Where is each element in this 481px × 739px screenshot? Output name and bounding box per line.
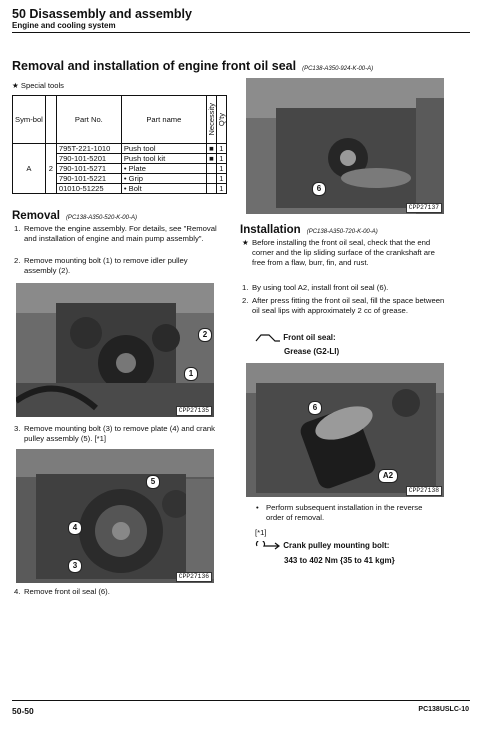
step-number: 2.: [242, 296, 249, 305]
step-text: After press fitting the front oil seal, fill the space between oil seal lips with approximately 2 cc of grease.: [252, 296, 445, 315]
grease-value: Grease (G2-LI): [284, 347, 340, 356]
subsequent-step: [256, 503, 442, 523]
col-part-name: Part name: [121, 96, 206, 144]
chapter-subtitle: Engine and cooling system: [12, 21, 116, 30]
col-qty: [216, 96, 226, 144]
figure-idler-pulley: [16, 283, 214, 417]
col-necessity: [206, 96, 216, 144]
qty-cell: 1: [216, 184, 226, 194]
step-number: 1.: [242, 283, 249, 292]
special-tools-table: [12, 95, 227, 194]
ref-marker: [*1]: [255, 528, 267, 537]
part-no-cell: 790-101-5271: [56, 164, 121, 174]
figure-ref-4: CPP27138: [406, 486, 442, 496]
installation-note: [242, 238, 447, 268]
figure-crank-pulley: [16, 449, 214, 583]
step-number: 2.: [14, 256, 21, 265]
table-header-row: [13, 96, 227, 144]
engine-photo-3: [246, 78, 444, 214]
special-tools-label: ★ Special tools: [12, 81, 64, 90]
step-text: Remove mounting bolt (3) to remove plate (4) and crank pulley assembly (5). [*1]: [24, 424, 215, 443]
step-number: 1.: [14, 224, 21, 233]
callout-a2: A2: [378, 469, 398, 483]
footer-divider: [12, 700, 470, 701]
qty-cell: 1: [216, 164, 226, 174]
installation-step-2: [242, 296, 447, 316]
engine-photo-4: [246, 363, 444, 497]
torque-value: 343 to 402 Nm {35 to 41 kgm}: [284, 556, 395, 565]
figure-tool-install: [246, 363, 444, 497]
page-number: 50-50: [12, 706, 34, 716]
note-text: Before installing the front oil seal, check that the end corner and the lip sliding surface of the crankshaft are free from a flaw, burr, fin, and rust.: [252, 238, 435, 267]
installation-code: (PC138-A350-720-K-00-A): [306, 229, 378, 235]
part-name-cell: Push tool: [121, 144, 206, 154]
part-name-cell: • Plate: [121, 164, 206, 174]
installation-title: Installation: [240, 224, 301, 236]
removal-step-2: [14, 256, 222, 276]
callout-2: 2: [198, 328, 212, 342]
step-text: Remove the engine assembly. For details, see "Removal and installation of engine and main pump assembly".: [24, 224, 217, 243]
col-symbol-num: [45, 96, 56, 144]
callout-6: 6: [312, 182, 326, 196]
installation-heading: [240, 220, 378, 238]
part-no-cell: 790-101-5221: [56, 174, 121, 184]
step-text: By using tool A2, install front oil seal (6).: [252, 283, 389, 292]
step-number: 4.: [14, 587, 21, 596]
step-text: Remove mounting bolt (1) to remove idler pulley assembly (2).: [24, 256, 188, 275]
callout-1: 1: [184, 367, 198, 381]
wrench-icon: [255, 541, 281, 551]
qty-cell: 1: [216, 174, 226, 184]
necessity-cell: ■: [206, 154, 216, 164]
subsequent-text: Perform subsequent installation in the reverse order of removal.: [266, 503, 423, 522]
removal-step-3: [14, 424, 222, 444]
step-number: 3.: [14, 424, 21, 433]
grease-label: Front oil seal:: [283, 333, 336, 343]
figure-ref-2: CPP27136: [176, 572, 212, 582]
engine-photo-2: [16, 449, 214, 583]
model-code: PC138USLC-10: [418, 706, 469, 713]
chapter-title: 50 Disassembly and assembly: [12, 7, 192, 21]
figure-front-oil-seal: [246, 78, 444, 214]
callout-4: 4: [68, 521, 82, 535]
part-no-cell: 790-101-5201: [56, 154, 121, 164]
engine-photo-1: [16, 283, 214, 417]
removal-step-4: [14, 587, 222, 597]
part-name-cell: Push tool kit: [121, 154, 206, 164]
step-text: Remove front oil seal (6).: [24, 587, 110, 596]
qty-cell: 1: [216, 154, 226, 164]
part-no-cell: 795T-221-1010: [56, 144, 121, 154]
symbol-num-cell: 2: [45, 144, 56, 194]
header-divider: [12, 32, 470, 33]
qty-cell: 1: [216, 144, 226, 154]
col-necessity-label: Necessity: [206, 103, 216, 136]
callout-3: 3: [68, 559, 82, 573]
removal-heading: [12, 206, 137, 224]
col-part-no: Part No.: [56, 96, 121, 144]
part-no-cell: 01010-51225: [56, 184, 121, 194]
necessity-cell: [206, 164, 216, 174]
removal-step-1: [14, 224, 222, 244]
torque-spec: [255, 541, 389, 551]
grease-icon: [255, 333, 281, 343]
installation-step-1: [242, 283, 447, 293]
necessity-cell: [206, 174, 216, 184]
necessity-cell: [206, 184, 216, 194]
symbol-cell: A: [13, 144, 46, 194]
callout-5: 5: [146, 475, 160, 489]
figure-ref-1: CPP27135: [176, 406, 212, 416]
section-title: [12, 59, 373, 73]
callout-6: 6: [308, 401, 322, 415]
bullet-icon: •: [256, 503, 259, 512]
table-row: [13, 144, 227, 154]
col-qty-label: Q'ty: [216, 112, 226, 127]
figure-ref-3: CPP27137: [406, 203, 442, 213]
star-icon: ★: [242, 238, 249, 247]
removal-title: Removal: [12, 210, 60, 222]
removal-code: (PC138-A350-520-K-00-A): [65, 215, 137, 221]
col-symbol: Sym-bol: [13, 96, 46, 144]
section-title-text: Removal and installation of engine front oil seal: [12, 59, 297, 73]
torque-label: Crank pulley mounting bolt:: [283, 541, 390, 551]
part-name-cell: • Bolt: [121, 184, 206, 194]
grease-spec: [255, 333, 336, 343]
part-name-cell: • Grip: [121, 174, 206, 184]
necessity-cell: ■: [206, 144, 216, 154]
section-code: (PC138-A350-924-K-00-A): [302, 66, 374, 72]
